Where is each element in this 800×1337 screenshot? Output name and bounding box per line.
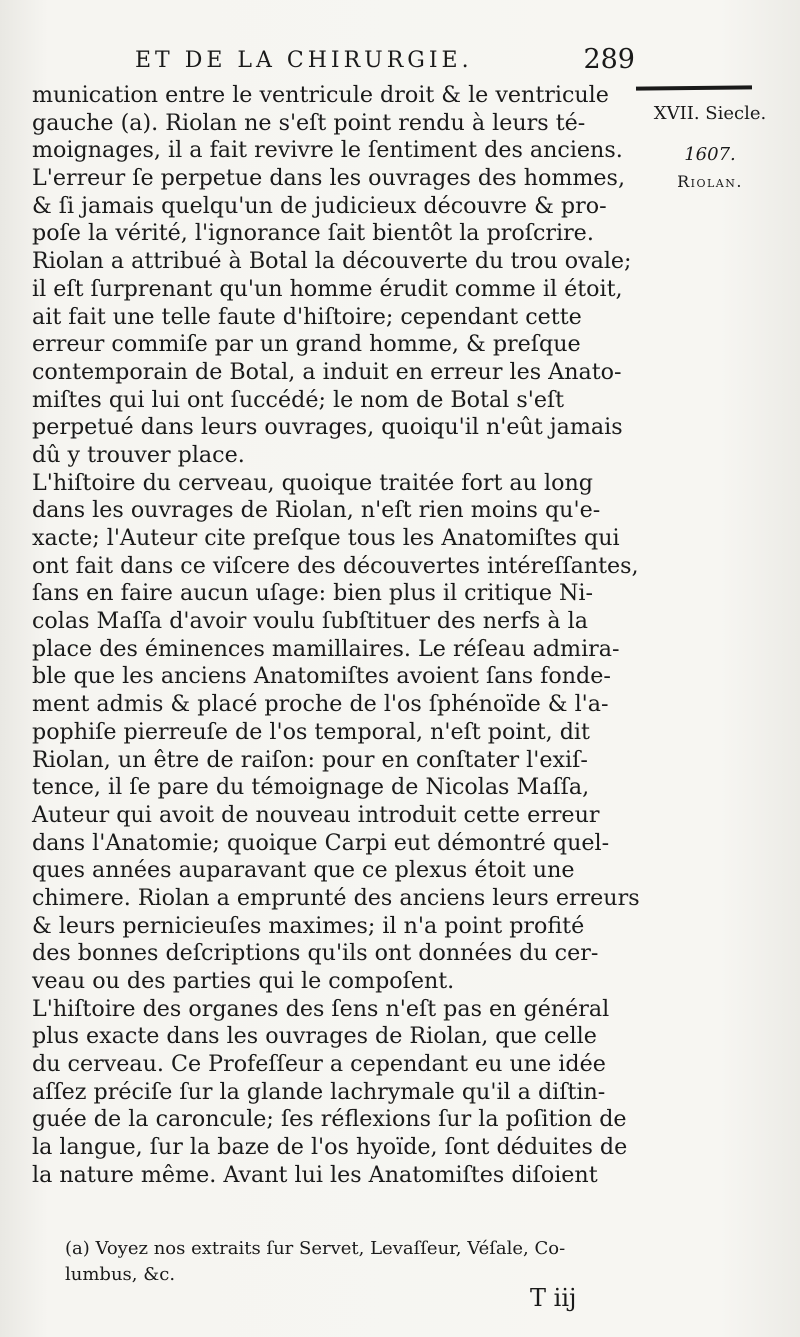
text-line: Riolan, un être de raiſon: pour en conſtater l'exiſ- xyxy=(32,746,588,773)
text-line: & ſi jamais quelqu'un de judicieux découvre & pro- xyxy=(32,192,607,219)
text-line: aſſez préciſe ſur la glande lachrymale qu'il a diſtin- xyxy=(32,1078,606,1105)
signature-mark: T iij xyxy=(530,1284,577,1312)
text-line: munication entre le ventricule droit & le ventricule xyxy=(32,82,609,108)
text-line: place des éminences mamillaires. Le réſeau admira- xyxy=(32,635,620,662)
page-header xyxy=(135,46,635,82)
margin-rule xyxy=(636,85,752,90)
text-line: des bonnes deſcriptions qu'ils ont données du cer- xyxy=(32,940,599,967)
footnote-line: (a) Voyez nos extraits ſur Servet, Levaſſeur, Véſale, Co- xyxy=(65,1238,566,1259)
text-line: dans les ouvrages de Riolan, n'eſt rien moins qu'e- xyxy=(32,497,601,524)
text-line: dans l'Anatomie; quoique Carpi eut démontré quel- xyxy=(32,829,610,856)
page-number: 289 xyxy=(583,44,635,75)
text-line: il eſt ſurprenant qu'un homme érudit comme il étoit, xyxy=(32,275,623,302)
body-text xyxy=(32,82,642,1190)
text-line: L'erreur ſe perpetue dans les ouvrages des hommes, xyxy=(32,165,625,192)
margin-year: 1607. xyxy=(684,144,736,165)
margin-name: Riolan. xyxy=(677,172,743,191)
text-line: L'hiſtoire des organes des ſens n'eſt pas en général xyxy=(32,995,610,1022)
text-line: ques années auparavant que ce plexus étoit une xyxy=(32,857,575,884)
text-line: ont fait dans ce viſcere des découvertes intéreſſantes, xyxy=(32,552,639,579)
text-line: miſtes qui lui ont ſuccédé; le nom de Botal s'eſt xyxy=(32,386,565,413)
text-line: moignages, il a fait revivre le ſentiment des anciens. xyxy=(32,137,623,164)
text-line: la nature même. Avant lui les Anatomiſtes diſoient xyxy=(32,1161,598,1188)
text-line: tence, il ſe pare du témoignage de Nicolas Maſſa, xyxy=(32,774,590,801)
text-line: pophiſe pierreuſe de l'os temporal, n'eſt point, dit xyxy=(32,718,590,745)
text-line: dû y trouver place. xyxy=(32,441,245,468)
margin-note xyxy=(640,100,780,195)
text-line: Auteur qui avoit de nouveau introduit cette erreur xyxy=(32,801,600,828)
text-line: colas Maſſa d'avoir voulu ſubſtituer des nerfs à la xyxy=(32,608,588,635)
text-line: la langue, ſur la baze de l'os hyoïde, ſont déduites de xyxy=(32,1134,628,1161)
text-line: guée de la caroncule; ſes réflexions ſur la poſition de xyxy=(32,1106,627,1133)
text-line: & leurs pernicieuſes maximes; il n'a point profité xyxy=(32,912,585,939)
text-line: poſe la vérité, l'ignorance ſait bientôt la proſcrire. xyxy=(32,220,594,247)
text-line: perpetué dans leurs ouvrages, quoiqu'il n'eût jamais xyxy=(32,414,623,441)
running-head: ET DE LA CHIRURGIE. xyxy=(135,48,473,73)
text-line: plus exacte dans les ouvrages de Riolan, que celle xyxy=(32,1023,597,1050)
footnote-line: lumbus, &c. xyxy=(65,1264,176,1285)
text-line: ble que les anciens Anatomiſtes avoient ſans fonde- xyxy=(32,663,611,690)
text-line: contemporain de Botal, a induit en erreur les Anato- xyxy=(32,358,622,385)
text-line: chimere. Riolan a emprunté des anciens leurs erreurs xyxy=(32,884,640,911)
text-line: ait fait une telle faute d'hiſtoire; cependant cette xyxy=(32,303,582,330)
text-line: xacte; l'Auteur cite preſque tous les Anatomiſtes qui xyxy=(32,525,620,551)
text-line: ſans en faire aucun uſage: bien plus il critique Ni- xyxy=(32,580,594,607)
text-line: L'hiſtoire du cerveau, quoique traitée fort au long xyxy=(32,469,593,496)
margin-century: XVII. Siecle. xyxy=(653,103,767,124)
text-line: veau ou des parties qui le compoſent. xyxy=(32,968,455,994)
text-line: ment admis & placé proche de l'os ſphénoïde & l'a- xyxy=(32,691,609,718)
text-line: erreur commiſe par un grand homme, & preſque xyxy=(32,331,581,358)
text-line: Riolan a attribué à Botal la découverte du trou ovale; xyxy=(32,248,632,275)
text-line: du cerveau. Ce Profeſſeur a cependant eu une idée xyxy=(32,1051,606,1078)
footnote xyxy=(65,1236,655,1288)
text-line: gauche (a). Riolan ne s'eſt point rendu à leurs té- xyxy=(32,109,586,136)
